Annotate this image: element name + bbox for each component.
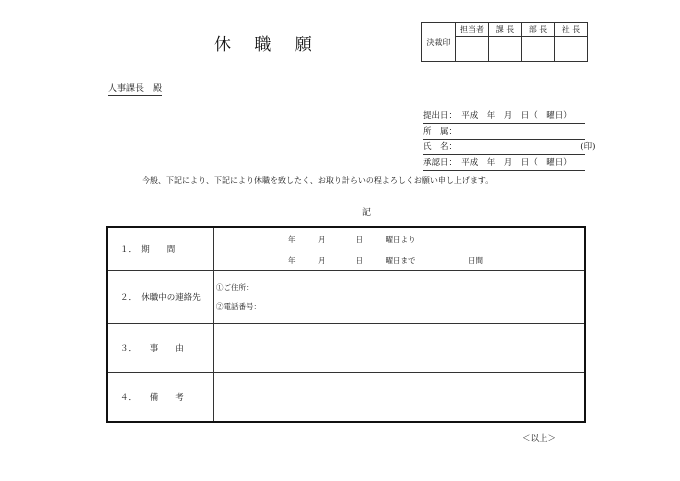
- approval-stamp-box: [421, 22, 588, 62]
- period-start-line[interactable]: 年 月 日 曜日より: [288, 235, 416, 244]
- label-contact: ２． 休職中の連絡先: [108, 271, 214, 323]
- row-remarks[interactable]: [108, 373, 584, 421]
- name-field[interactable]: 氏 名： (印): [423, 142, 585, 155]
- ki-heading: 記: [362, 208, 372, 218]
- stamp-header-bucho: 部 長: [522, 23, 555, 37]
- stamp-cell-bucho[interactable]: [522, 37, 555, 62]
- details-table: [106, 226, 586, 423]
- period-end-line[interactable]: 年 月 日 曜日まで 日間: [288, 256, 483, 265]
- address-field[interactable]: ①ご住所：: [216, 283, 254, 292]
- phone-field[interactable]: ②電話番号：: [216, 302, 261, 311]
- stamp-label: 決裁印: [422, 23, 456, 62]
- stamp-cell-shacho[interactable]: [555, 37, 588, 62]
- closing-mark: ＜以上＞: [522, 434, 557, 444]
- document-title: 休 職 願: [214, 35, 321, 55]
- label-period: １． 期 間: [108, 228, 214, 270]
- row-reason[interactable]: [108, 324, 584, 373]
- stamp-header-shacho: 社 長: [555, 23, 588, 37]
- stamp-cell-kacho[interactable]: [489, 37, 522, 62]
- addressee: 人事課長 殿: [108, 81, 162, 96]
- stamp-header-tanto: 担当者: [456, 23, 489, 37]
- row-contact: [108, 271, 584, 324]
- stamp-cell-tanto[interactable]: [456, 37, 489, 62]
- submission-date-field[interactable]: 提出日： 平成 年 月 日（ 曜日）: [423, 111, 585, 124]
- department-field[interactable]: 所 属：: [423, 127, 585, 140]
- row-period: [108, 228, 584, 271]
- label-remarks: ４． 備 考: [108, 373, 214, 421]
- request-text: 今般、下記により、下記により休職を致したく、お取り計らいの程よろしくお願い申し上げます。: [142, 176, 494, 185]
- label-reason: ３． 事 由: [108, 324, 214, 372]
- approval-date-field[interactable]: 承認日： 平成 年 月 日（ 曜日）: [423, 158, 585, 171]
- stamp-header-kacho: 課 長: [489, 23, 522, 37]
